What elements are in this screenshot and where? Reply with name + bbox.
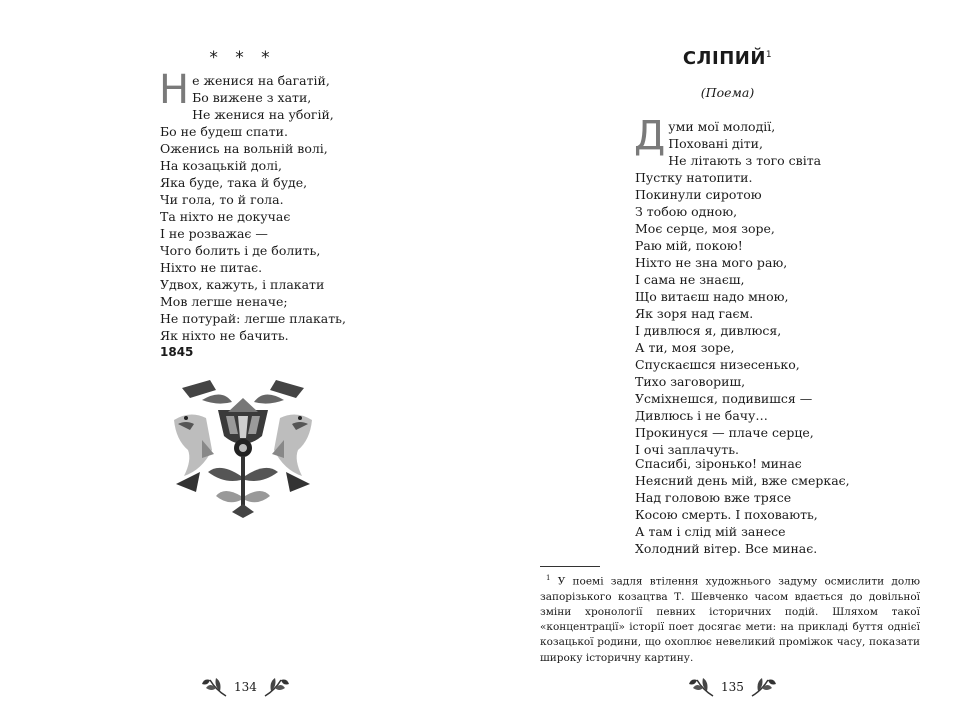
leaf-sprig-icon: [750, 676, 778, 698]
poem-line: Чого болить і де болить,: [160, 243, 321, 258]
leaf-sprig-icon: [263, 676, 291, 698]
poem-year: 1845: [160, 345, 194, 359]
poem-line: Бо не будеш спати.: [160, 124, 288, 139]
poem-line: Не потурай: легше плакать,: [160, 311, 346, 326]
poem-line: Удвох, кажуть, і плакати: [160, 277, 325, 292]
poem-line: Усміхнешся, подивишся —: [635, 391, 813, 406]
poem-line: Ніхто не питає.: [160, 260, 263, 275]
drop-cap: Н: [159, 67, 190, 113]
poem-line: Мов легше неначе;: [160, 294, 288, 309]
poem-line: Спасибі, зіронько! минає: [635, 456, 802, 471]
poem-title: [485, 48, 970, 69]
poem-line: Пустку натопити.: [635, 170, 753, 185]
poem-line: Як ніхто не бачить.: [160, 328, 289, 343]
page-number-left: [200, 676, 291, 698]
poem-line: Неясний день мій, вже смеркає,: [635, 473, 850, 488]
poem-line: Тихо заговориш,: [635, 374, 746, 389]
poem-line: Оженись на вольній волі,: [160, 141, 328, 156]
poem-right-stanza-2: [635, 455, 935, 557]
poem-line: е женися на багатій,: [192, 73, 330, 88]
poem-line: Спускаєшся низесенько,: [635, 357, 800, 372]
drop-cap: Д: [634, 113, 666, 159]
leaf-sprig-icon: [200, 676, 228, 698]
poem-line: Що витаєш надо мною,: [635, 289, 789, 304]
poem-line: Покинули сиротою: [635, 187, 762, 202]
poem-line: А ти, моя зоре,: [635, 340, 735, 355]
right-page: [485, 0, 970, 727]
page-number: 135: [721, 680, 744, 694]
poem-line: На козацькій долі,: [160, 158, 283, 173]
poem-line: Не женися на убогій,: [192, 107, 334, 122]
footnote-divider: [540, 566, 600, 567]
footnote-ref: 1: [765, 50, 773, 60]
poem-line: Поховані діти,: [668, 136, 763, 151]
poem-line: З тобою одною,: [635, 204, 738, 219]
footnote-mark: 1: [546, 574, 551, 582]
poem-subtitle: (Поема): [700, 85, 755, 100]
poem-line: Яка буде, така й буде,: [160, 175, 308, 190]
poem-line: І очі заплачуть.: [635, 442, 739, 457]
footnote: [540, 571, 920, 666]
poem-line: Не літають з того світа: [668, 153, 822, 168]
poem-line: Та ніхто не докучає: [160, 209, 291, 224]
poem-line: уми мої молодії,: [668, 119, 776, 134]
poem-line: Як зоря над гаєм.: [635, 306, 754, 321]
folk-flower-birds-illustration: [172, 380, 314, 520]
poem-line: Раю мій, покою!: [635, 238, 743, 253]
poem-line: І не розважає —: [160, 226, 268, 241]
section-separator: * * *: [209, 48, 276, 68]
leaf-sprig-icon: [687, 676, 715, 698]
poem-line: Над головою вже трясе: [635, 490, 792, 505]
poem-line: Холодний вітер. Все минає.: [635, 541, 818, 556]
poem-line: Прокинуся — плаче серце,: [635, 425, 814, 440]
poem-line: І сама не знаєш,: [635, 272, 745, 287]
poem-line: Косою смерть. І поховають,: [635, 507, 818, 522]
poem-line: Чи гола, то й гола.: [160, 192, 284, 207]
poem-line: Моє серце, моя зоре,: [635, 221, 775, 236]
poem-line: Бо вижене з хати,: [192, 90, 312, 105]
title-text: СЛІПИЙ: [682, 48, 766, 69]
page-number-right: [687, 676, 778, 698]
poem-line: І дивлюся я, дивлюся,: [635, 323, 782, 338]
poem-left: [159, 67, 460, 361]
poem-right-stanza-1: [634, 113, 935, 458]
poem-line: Дивлюсь і не бачу…: [635, 408, 768, 423]
poem-line: А там і слід мій занесе: [635, 524, 786, 539]
footnote-text: У поемі задля втілення художнього задуму осмислити долю запорізького козацтва Т. Шевченко часом вдається до довільної зміни хронології певних історичних подій. Шляхом такої «концентрації» історії поет досягає мети: на прикладі буття однієї козацької родини, що охоплює невеликий проміжок часу, показати широку історичну картину.: [540, 575, 920, 664]
poem-line: Ніхто не зна мого раю,: [635, 255, 788, 270]
page-number: 134: [234, 680, 257, 694]
